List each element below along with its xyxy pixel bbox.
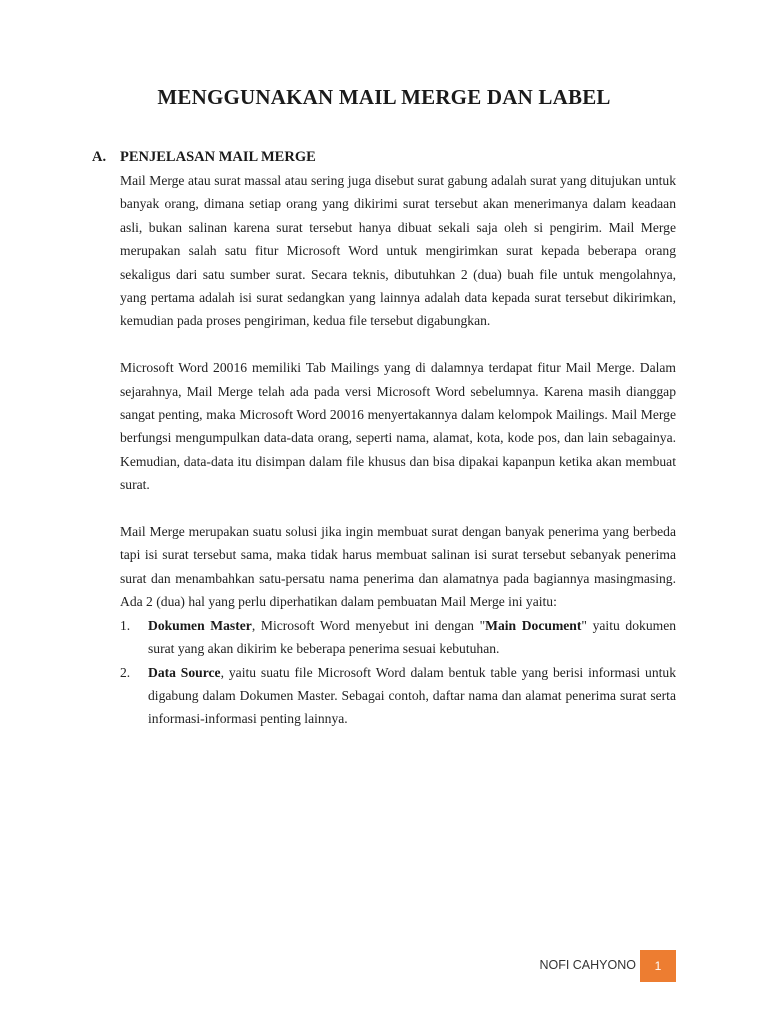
section-heading-text: PENJELASAN MAIL MERGE	[120, 149, 316, 165]
page-title: MENGGUNAKAN MAIL MERGE DAN LABEL	[157, 85, 611, 109]
list-item-term-secondary: Main Document	[485, 617, 582, 633]
list-item-term: Data Source	[148, 664, 221, 680]
page-number-badge: 1	[640, 950, 676, 982]
list-item-number: 1.	[120, 617, 131, 633]
list-item	[120, 614, 676, 661]
list-item-text: , Microsoft Word menyebut ini dengan "	[251, 617, 486, 633]
section-heading	[92, 149, 316, 166]
section-letter: A.	[92, 149, 107, 165]
paragraph-3: Mail Merge merupakan suatu solusi jika ingin membuat surat dengan banyak penerima yang berbeda tapi isi surat tersebut sama, maka tidak harus membuat salinan isi surat tersebut sebanyak penerima surat dan menambahkan satu-persatu nama penerima dan alamatnya pada bagiannya masingmasing. Ada 2 (dua) hal yang perlu diperhatikan dalam pembuatan Mail Merge ini yaitu:	[120, 524, 676, 610]
list-item	[120, 661, 676, 731]
footer-author: NOFI CAHYONO	[539, 958, 636, 972]
document-body	[120, 169, 676, 731]
paragraph-1: Mail Merge atau surat massal atau sering juga disebut surat gabung adalah surat yang ditujukan untuk banyak orang, dimana setiap orang yang dikirimi surat tersebut akan menerimanya dalam keadaan asli, bukan salinan karena surat tersebut hanya dibuat sekali saja oleh si pengirim. Mail Merge merupakan salah satu fitur Microsoft Word untuk mengirimkan surat kepada beberapa orang sekaligus dari satu sumber surat. Secara teknis, dibutuhkan 2 (dua) buah file untuk mengolahnya, yang pertama adalah isi surat sedangkan yang lainnya adalah data kepada surat tersebut dikirimkan, kemudian pada proses pengiriman, kedua file tersebut digabungkan.	[120, 173, 676, 329]
list-item-term: Dokumen Master	[148, 617, 252, 633]
list-item-text-continued: " yaitu dokumen surat yang akan dikirim ke beberapa penerima sesuai kebutuhan.	[148, 617, 677, 657]
list-item-number: 2.	[120, 664, 131, 680]
list-item-text: , yaitu suatu file Microsoft Word dalam bentuk table yang berisi informasi untuk digabung dalam Dokumen Master. Sebagai contoh, daftar nama dan alamat penerima surat serta informasi-informasi penting lainnya.	[148, 664, 677, 727]
paragraph-2: Microsoft Word 20016 memiliki Tab Mailings yang di dalamnya terdapat fitur Mail Merge. Dalam sejarahnya, Mail Merge telah ada pada versi Microsoft Word sebelumnya. Karena masih dianggap sangat penting, maka Microsoft Word 20016 menyertakannya dalam kelompok Mailings. Mail Merge berfungsi mengumpulkan data-data orang, seperti nama, alamat, kota, kode pos, dan lain sebagainya. Kemudian, data-data itu disimpan dalam file khusus dan bisa dipakai kapanpun ketika akan membuat surat.	[120, 360, 676, 493]
numbered-list	[120, 614, 676, 731]
